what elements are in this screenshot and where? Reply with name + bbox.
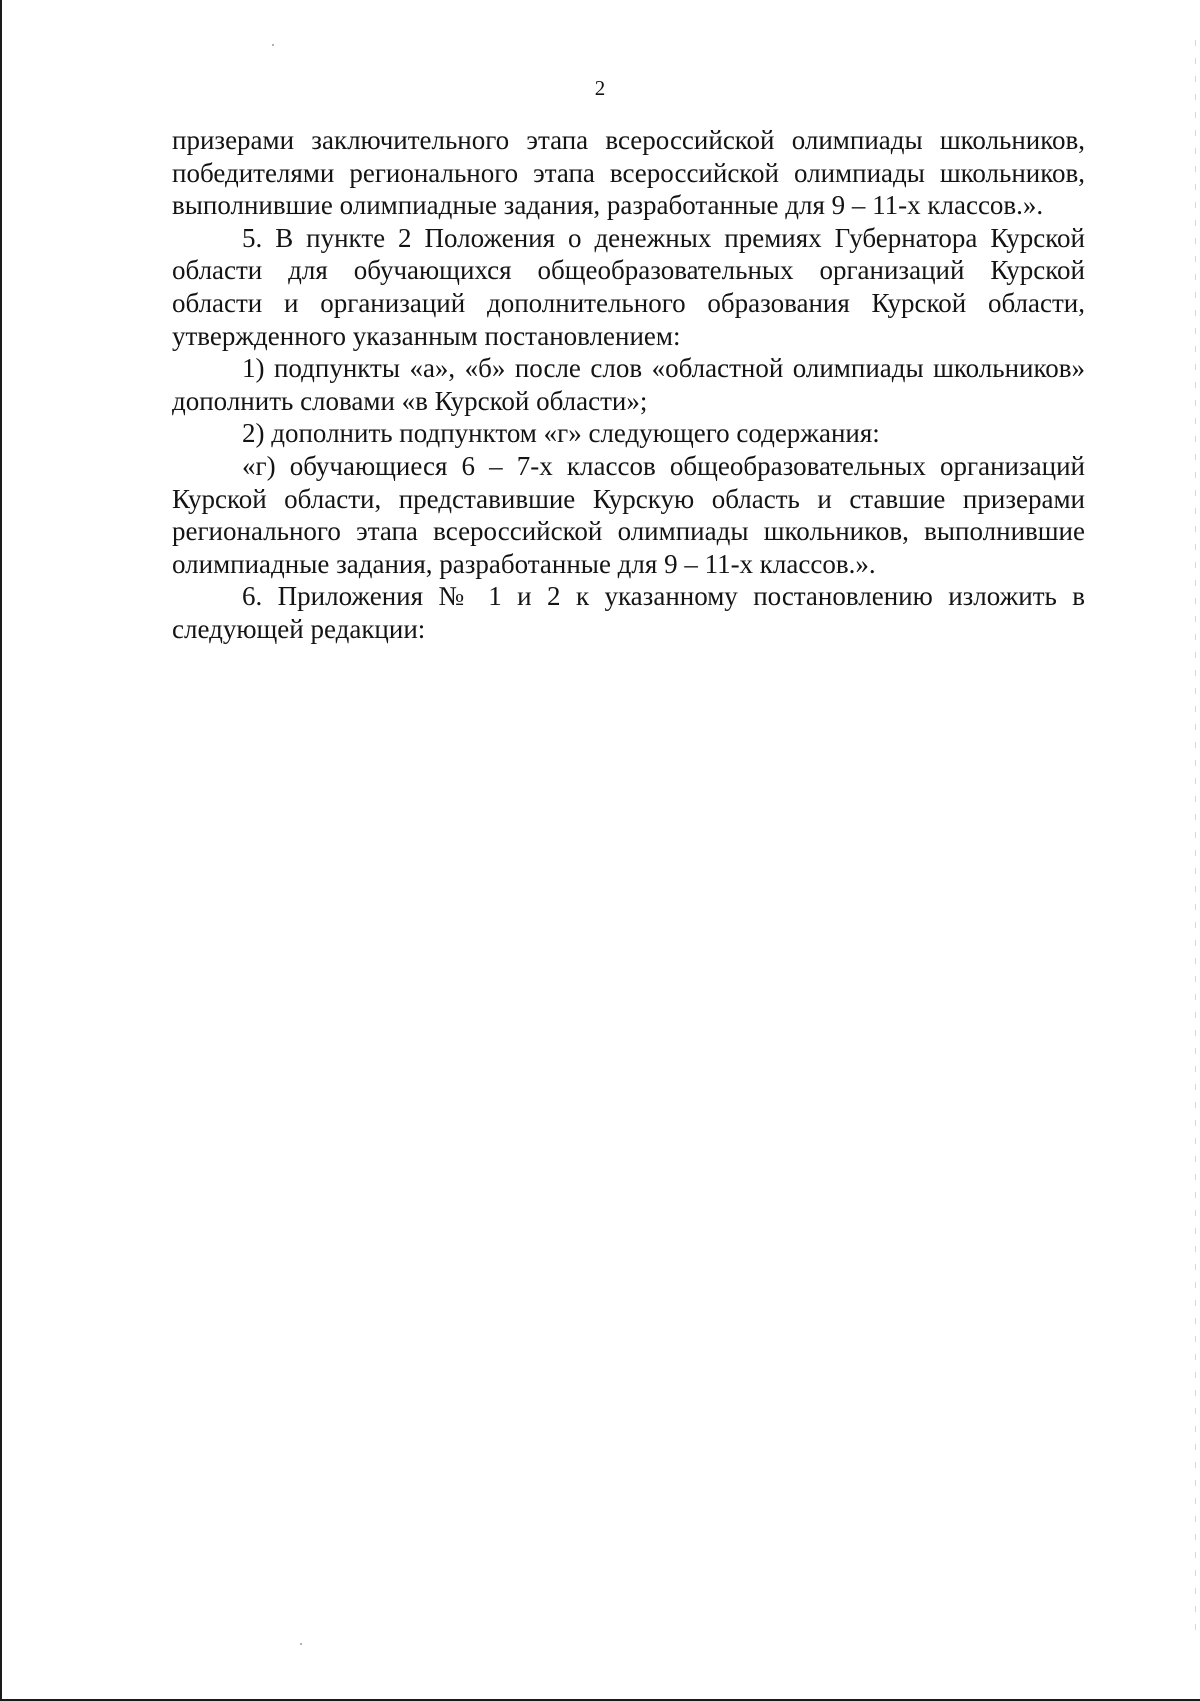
paragraph: 2) дополнить подпунктом «г» следующего содержания: — [242, 418, 880, 449]
paragraph: 5. В пункте 2 Положения о денежных премиях Губернатора Курской области для обучающихся общеобразовательных организаций Курской области и организаций дополнительного образования Курской области, утвержденного указанным постановлением: — [172, 222, 1085, 351]
scan-left-edge — [0, 0, 2, 1701]
scan-right-edge — [1195, 40, 1196, 1640]
paragraph: призерами заключительного этапа всероссийской олимпиады школьников, победителями регионального этапа всероссийской олимпиады школьников, выполнившие олимпиадные задания, разработанные для 9 – 11-х классов.». — [172, 125, 1085, 221]
scan-speck — [272, 44, 274, 46]
paragraph: «г) обучающиеся 6 – 7-х классов общеобразовательных организаций Курской области, представившие Курскую область и ставшие призерами регионального этапа всероссийской олимпиады школьников, выполнившие олимпиадные задания, разработанные для 9 – 11-х классов.». — [172, 450, 1085, 579]
body-text — [172, 124, 1085, 646]
paragraph: 1) подпункты «а», «б» после слов «областной олимпиады школьников» дополнить словами «в Курской области»; — [172, 353, 1085, 416]
paragraph: 6. Приложения № 1 и 2 к указанному постановлению изложить в следующей редакции: — [172, 581, 1085, 644]
page-number: 2 — [594, 76, 606, 100]
scan-speck — [300, 1643, 302, 1645]
